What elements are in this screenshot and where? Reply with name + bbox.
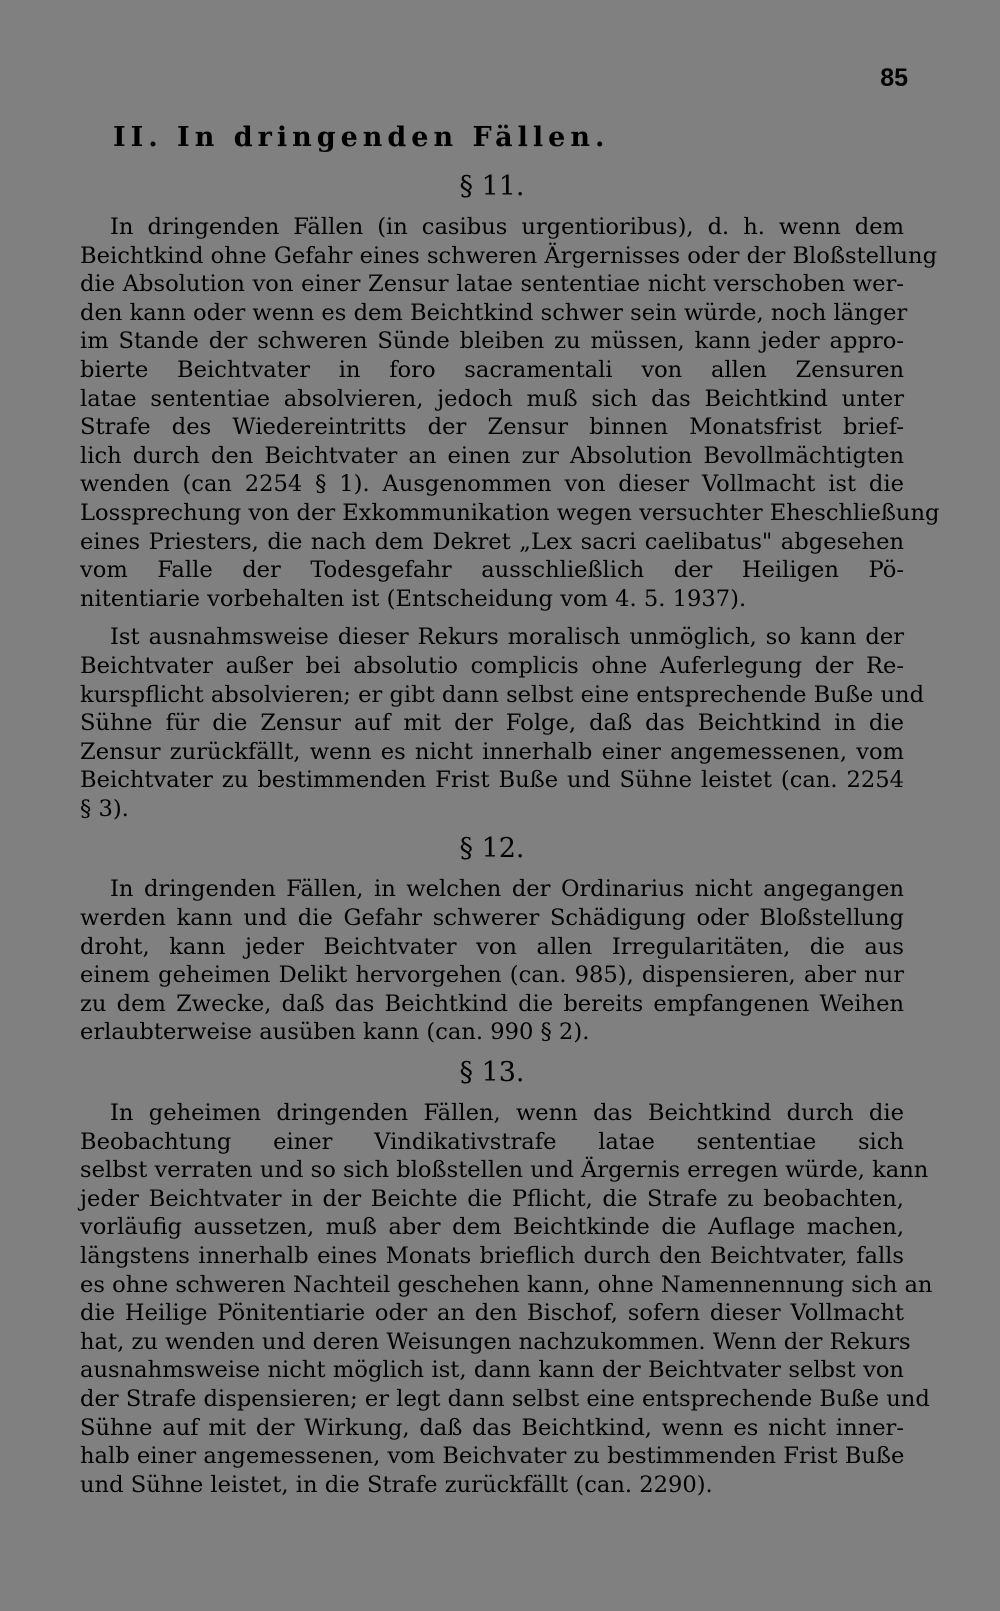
paragraph-text (80, 623, 925, 823)
text-line: Sühne auf mit der Wirkung, daß das Beichtkind, wenn es nicht inner- (80, 1414, 904, 1441)
paragraph-mark: § 13. (459, 1057, 525, 1089)
text-body (80, 115, 940, 1499)
text-line: bierte Beichtvater in foro sacramentali von allen Zensuren (80, 356, 904, 383)
text-line: wenden (can 2254 § 1). Ausgenommen von dieser Vollmacht ist die (80, 471, 904, 498)
text-line: In dringenden Fällen, in welchen der Ordinarius nicht angegangen (110, 876, 904, 903)
text-line: selbst verraten und so sich bloßstellen und Ärgernis erregen würde, kann (80, 1157, 929, 1184)
text-line: längstens innerhalb eines Monats brieflich durch den Beichtvater, falls (80, 1243, 904, 1269)
text-line: den kann oder wenn es dem Beichtkind schwer sein würde, noch länger (80, 299, 908, 326)
text-line: vorläufig aussetzen, muß aber dem Beichtkinde die Auflage machen, (80, 1214, 904, 1241)
text-line: eines Priesters, die nach dem Dekret „Lex sacri caelibatus" abgesehen (80, 528, 904, 555)
text-line: Beobachtung einer Vindikativstrafe latae sententiae sich (80, 1128, 904, 1155)
text-line: droht, kann jeder Beichtvater von allen Irregularitäten, die aus (80, 933, 904, 960)
paragraph-container (80, 161, 940, 1499)
text-line: Beichtvater außer bei absolutio complicis ohne Auferlegung der Re- (80, 652, 904, 679)
text-line: Beichtvater zu bestimmenden Frist Buße und Sühne leistet (can. 2254 (80, 767, 904, 794)
text-line: werden kann und die Gefahr schwerer Schädigung oder Bloßstellung (80, 905, 904, 932)
text-line: kurspflicht absolvieren; er gibt dann selbst eine entsprechende Buße und (80, 681, 925, 708)
text-line: die Heilige Pönitentiarie oder an den Bischof, sofern dieser Vollmacht (80, 1300, 904, 1327)
text-line: im Stande der schweren Sünde bleiben zu müssen, kann jeder appro- (80, 328, 904, 355)
text-line: jeder Beichtvater in der Beichte die Pflicht, die Strafe zu beobachten, (80, 1185, 904, 1212)
text-line: zu dem Zwecke, daß das Beichtkind die bereits empfangenen Weihen (80, 990, 904, 1017)
text-line: latae sententiae absolvieren, jedoch muß sich das Beichtkind unter (80, 385, 904, 412)
text-line: halb einer angemessenen, vom Beichvater zu bestimmenden Frist Buße (80, 1443, 905, 1470)
text-line: Strafe des Wiedereintritts der Zensur binnen Monatsfrist brief- (80, 414, 904, 441)
text-line: vom Falle der Todesgefahr ausschließlich der Heiligen Pö- (80, 557, 904, 584)
text-line: In dringenden Fällen (in casibus urgentioribus), d. h. wenn dem (110, 214, 904, 240)
paragraph-mark: § 11. (459, 171, 525, 202)
text-line: Ist ausnahmsweise dieser Rekurs moralisch unmöglich, so kann der (110, 624, 904, 651)
text-line: die Absolution von einer Zensur latae sententiae nicht verschoben wer- (80, 271, 904, 298)
page-number: 85 (880, 64, 908, 92)
text-line: Sühne für die Zensur auf mit der Folge, daß das Beichtkind in die (80, 710, 904, 737)
text-line: ausnahmsweise nicht möglich ist, dann kann der Beichtvater selbst von (80, 1357, 904, 1384)
paragraph-text (80, 1099, 933, 1499)
section-heading: II. In dringenden Fällen. (113, 122, 610, 153)
text-line: Zensur zurückfällt, wenn es nicht innerhalb einer angemessenen, vom (80, 738, 904, 765)
text-line: nitentiarie vorbehalten ist (Entscheidung vom 4. 5. 1937). (80, 585, 747, 612)
text-line: erlaubterweise ausüben kann (can. 990 § 2). (80, 1019, 590, 1046)
text-line: Lossprechung von der Exkommunikation wegen versuchter Eheschließung (80, 499, 940, 526)
paragraph-text (80, 875, 904, 1047)
text-line: hat, zu wenden und deren Weisungen nachzukommen. Wenn der Rekurs (80, 1328, 911, 1355)
text-line: einem geheimen Delikt hervorgehen (can. 985), dispensieren, aber nur (80, 962, 904, 989)
paragraph-text (80, 213, 940, 613)
text-line: Beichtkind ohne Gefahr eines schweren Ärgernisses oder der Bloßstellung (80, 242, 938, 269)
text-line: lich durch den Beichtvater an einen zur Absolution Bevollmächtigten (80, 442, 904, 469)
text-line: es ohne schweren Nachteil geschehen kann, ohne Namennennung sich an (80, 1271, 933, 1298)
text-line: § 3). (80, 795, 129, 822)
text-line: und Sühne leistet, in die Strafe zurückfällt (can. 2290). (80, 1471, 713, 1498)
text-line: In geheimen dringenden Fällen, wenn das Beichtkind durch die (110, 1100, 904, 1127)
paragraph-mark: § 12. (459, 833, 525, 865)
text-line: der Strafe dispensieren; er legt dann selbst eine entsprechende Buße und (80, 1385, 930, 1412)
